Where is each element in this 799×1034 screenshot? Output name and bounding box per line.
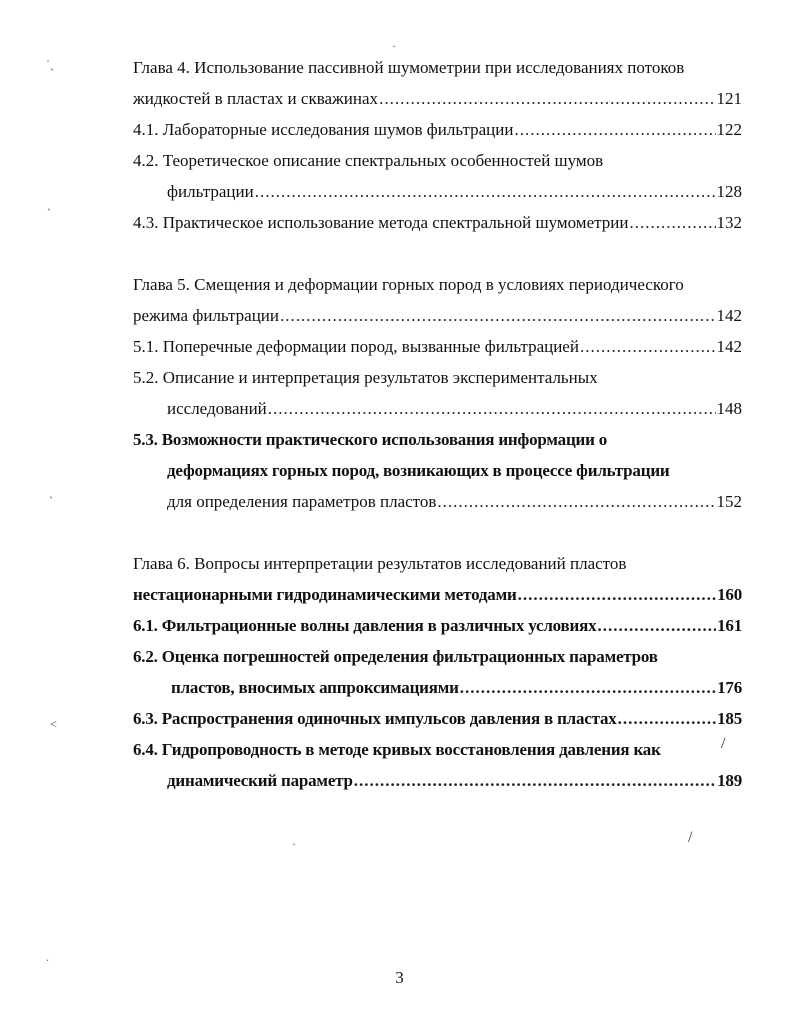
toc-entry bbox=[133, 486, 742, 517]
section-title-end: исследований bbox=[167, 399, 267, 418]
section-title: 5.3. Возможности практического использования информации о bbox=[133, 430, 608, 449]
section-title: 6.3. Распространения одиночных импульсов давления в пластах bbox=[133, 709, 617, 728]
chapter-4 bbox=[133, 52, 742, 238]
page-ref: 132 bbox=[716, 213, 742, 232]
toc-entry bbox=[133, 331, 742, 362]
leader-dots bbox=[280, 300, 715, 331]
section-title-end: пластов, вносимых аппроксимациями bbox=[171, 678, 459, 697]
section-title-end: для определения параметров пластов bbox=[167, 492, 437, 511]
chapter-title: Глава 4. Использование пассивной шумометрии при исследованиях потоков bbox=[133, 58, 685, 77]
page-ref: 160 bbox=[717, 585, 742, 604]
chapter-title: Глава 5. Смещения и деформации горных пород в условиях периодического bbox=[133, 275, 684, 294]
leader-dots bbox=[437, 486, 715, 517]
section-title: 6.1. Фильтрационные волны давления в различных условиях bbox=[133, 616, 597, 635]
page-ref: 176 bbox=[717, 678, 742, 697]
page-ref: 142 bbox=[716, 337, 742, 356]
leader-dots bbox=[460, 672, 716, 703]
page-ref: 148 bbox=[716, 399, 742, 418]
leader-dots bbox=[379, 83, 715, 114]
toc-entry bbox=[133, 300, 742, 331]
page-ref: 152 bbox=[716, 492, 742, 511]
toc-entry bbox=[133, 393, 742, 424]
scan-speck: · bbox=[392, 39, 396, 53]
page-ref: 185 bbox=[717, 709, 742, 728]
section-title: 6.2. Оценка погрешностей определения фильтрационных параметров bbox=[133, 647, 658, 666]
leader-dots bbox=[255, 176, 716, 207]
toc-entry bbox=[133, 672, 742, 703]
leader-dots bbox=[354, 765, 716, 796]
page-ref: 128 bbox=[716, 182, 742, 201]
scan-speck: ˑ bbox=[46, 954, 50, 968]
scan-speck: ˎ bbox=[47, 197, 51, 211]
scan-speck: ˎ bbox=[49, 485, 53, 499]
toc-entry bbox=[133, 765, 742, 796]
page-ref: 122 bbox=[716, 120, 742, 139]
toc-entry bbox=[133, 207, 742, 238]
toc-entry bbox=[133, 703, 742, 734]
scan-speck: ˙ˎ bbox=[46, 57, 54, 71]
leader-dots bbox=[518, 579, 717, 610]
toc-entry bbox=[133, 610, 742, 641]
chapter-6 bbox=[133, 548, 742, 796]
toc-entry bbox=[133, 579, 742, 610]
page-ref: 189 bbox=[717, 771, 742, 790]
chapter-title-end: режима фильтрации bbox=[133, 306, 280, 325]
leader-dots bbox=[618, 703, 716, 734]
page-ref: 142 bbox=[716, 306, 742, 325]
chapter-title-end: нестационарными гидродинамическими методами bbox=[133, 585, 517, 604]
section-title-end: динамический параметр bbox=[167, 771, 353, 790]
section-title: 4.2. Теоретическое описание спектральных особенностей шумов bbox=[133, 151, 604, 170]
leader-dots bbox=[629, 207, 715, 238]
leader-dots bbox=[580, 331, 716, 362]
chapter-title-end: жидкостей в пластах и скважинах bbox=[133, 89, 379, 108]
table-of-contents bbox=[133, 52, 742, 796]
scan-speck: ˂ bbox=[50, 717, 57, 731]
section-title: 4.1. Лабораторные исследования шумов фильтрации bbox=[133, 120, 514, 139]
toc-entry bbox=[133, 114, 742, 145]
section-title: 6.4. Гидропроводность в методе кривых восстановления давления как bbox=[133, 740, 661, 759]
toc-entry bbox=[133, 176, 742, 207]
chapter-title: Глава 6. Вопросы интерпретации результатов исследований пластов bbox=[133, 554, 627, 573]
section-title: 5.1. Поперечные деформации пород, вызванные фильтрацией bbox=[133, 337, 579, 356]
scan-speck: / bbox=[688, 829, 693, 846]
scan-speck: · bbox=[292, 837, 296, 851]
leader-dots bbox=[514, 114, 715, 145]
page-ref: 161 bbox=[717, 616, 742, 635]
page-number: 3 bbox=[395, 968, 404, 987]
scan-speck: / bbox=[721, 735, 726, 752]
leader-dots bbox=[268, 393, 716, 424]
chapter-5 bbox=[133, 269, 742, 517]
toc-entry bbox=[133, 83, 742, 114]
section-title-cont: деформациях горных пород, возникающих в процессе фильтрации bbox=[167, 461, 670, 480]
page-ref: 121 bbox=[716, 89, 742, 108]
section-title: 4.3. Практическое использование метода спектральной шумометрии bbox=[133, 213, 629, 232]
leader-dots bbox=[597, 610, 716, 641]
section-title-end: фильтрации bbox=[167, 182, 254, 201]
section-title: 5.2. Описание и интерпретация результатов экспериментальных bbox=[133, 368, 598, 387]
